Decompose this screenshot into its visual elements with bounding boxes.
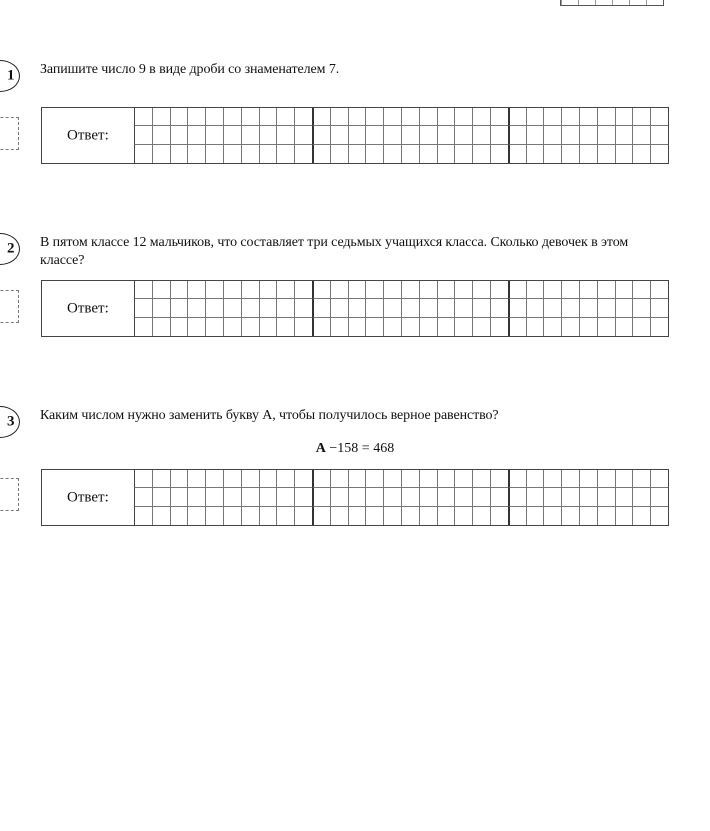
answer-cell[interactable] xyxy=(294,470,312,488)
answer-cell[interactable] xyxy=(472,488,490,506)
task-number-badge xyxy=(0,406,20,438)
answer-cell[interactable] xyxy=(312,281,330,299)
answer-cell[interactable] xyxy=(276,126,294,144)
answer-cell[interactable] xyxy=(134,470,152,488)
answer-cell[interactable] xyxy=(597,470,615,488)
answer-cell[interactable] xyxy=(561,281,579,299)
answer-cell[interactable] xyxy=(490,145,508,163)
answer-cell[interactable] xyxy=(330,281,348,299)
answer-cell[interactable] xyxy=(508,281,526,299)
answer-cell[interactable] xyxy=(561,470,579,488)
answer-cell[interactable] xyxy=(259,126,277,144)
answer-cell[interactable] xyxy=(330,507,348,525)
answer-cell[interactable] xyxy=(187,488,205,506)
answer-cell[interactable] xyxy=(454,145,472,163)
answer-label: Ответ: xyxy=(67,300,109,316)
answer-cell[interactable] xyxy=(205,299,223,317)
answer-cell[interactable] xyxy=(526,108,544,126)
answer-cell[interactable] xyxy=(134,145,152,163)
answer-cell[interactable] xyxy=(294,488,312,506)
answer-cell[interactable] xyxy=(312,488,330,506)
answer-cell[interactable] xyxy=(401,281,419,299)
task-number: 2 xyxy=(7,240,15,257)
answer-cell[interactable] xyxy=(454,470,472,488)
answer-cell[interactable] xyxy=(490,108,508,126)
answer-cell[interactable] xyxy=(419,145,437,163)
answer-cell[interactable] xyxy=(259,145,277,163)
answer-cell[interactable] xyxy=(437,108,455,126)
answer-cell[interactable] xyxy=(170,488,188,506)
answer-cell[interactable] xyxy=(543,145,561,163)
answer-cell[interactable] xyxy=(152,470,170,488)
answer-cell[interactable] xyxy=(597,318,615,336)
answer-cell[interactable] xyxy=(294,281,312,299)
answer-cell[interactable] xyxy=(205,470,223,488)
answer-cell[interactable] xyxy=(365,488,383,506)
answer-cell[interactable] xyxy=(312,126,330,144)
answer-cell[interactable] xyxy=(365,507,383,525)
answer-cell[interactable] xyxy=(543,470,561,488)
answer-cell[interactable] xyxy=(401,470,419,488)
answer-cell[interactable] xyxy=(561,299,579,317)
answer-cell[interactable] xyxy=(187,470,205,488)
answer-cell[interactable] xyxy=(526,145,544,163)
answer-cell[interactable] xyxy=(170,470,188,488)
answer-cell[interactable] xyxy=(170,108,188,126)
answer-cell[interactable] xyxy=(348,318,366,336)
answer-cell[interactable] xyxy=(419,318,437,336)
answer-cell[interactable] xyxy=(454,507,472,525)
answer-cell[interactable] xyxy=(561,318,579,336)
answer-cell[interactable] xyxy=(330,108,348,126)
answer-cell[interactable] xyxy=(615,145,633,163)
answer-cell[interactable] xyxy=(401,488,419,506)
answer-cell[interactable] xyxy=(170,318,188,336)
answer-cell[interactable] xyxy=(650,108,668,126)
answer-cell[interactable] xyxy=(472,126,490,144)
answer-cell[interactable] xyxy=(650,145,668,163)
answer-label: Ответ: xyxy=(67,489,109,505)
answer-cell[interactable] xyxy=(205,507,223,525)
answer-cell[interactable] xyxy=(561,145,579,163)
answer-cell[interactable] xyxy=(152,145,170,163)
equation-variable: А xyxy=(315,441,326,456)
answer-cell[interactable] xyxy=(205,145,223,163)
answer-cell[interactable] xyxy=(223,126,241,144)
answer-cell[interactable] xyxy=(615,507,633,525)
answer-cell[interactable] xyxy=(543,108,561,126)
answer-cell[interactable] xyxy=(579,507,597,525)
answer-cell[interactable] xyxy=(526,126,544,144)
answer-cell[interactable] xyxy=(650,318,668,336)
answer-cell[interactable] xyxy=(223,470,241,488)
equation xyxy=(0,441,710,457)
answer-cell[interactable] xyxy=(365,126,383,144)
answer-cell[interactable] xyxy=(597,108,615,126)
answer-cell[interactable] xyxy=(348,488,366,506)
answer-cell[interactable] xyxy=(579,318,597,336)
answer-cell[interactable] xyxy=(543,488,561,506)
answer-cell[interactable] xyxy=(472,108,490,126)
answer-cell[interactable] xyxy=(597,126,615,144)
answer-cell[interactable] xyxy=(187,145,205,163)
answer-cell[interactable] xyxy=(187,108,205,126)
answer-label: Ответ: xyxy=(67,127,109,143)
answer-cell[interactable] xyxy=(383,318,401,336)
answer-cell[interactable] xyxy=(312,108,330,126)
answer-cell[interactable] xyxy=(419,126,437,144)
answer-cell[interactable] xyxy=(205,108,223,126)
answer-cell[interactable] xyxy=(615,470,633,488)
answer-cell[interactable] xyxy=(401,108,419,126)
answer-cell[interactable] xyxy=(152,281,170,299)
answer-cell[interactable] xyxy=(597,488,615,506)
answer-cell[interactable] xyxy=(579,470,597,488)
answer-cell[interactable] xyxy=(348,281,366,299)
answer-cell[interactable] xyxy=(454,126,472,144)
answer-cell[interactable] xyxy=(490,299,508,317)
answer-cell[interactable] xyxy=(259,281,277,299)
answer-cell[interactable] xyxy=(241,318,259,336)
answer-cell[interactable] xyxy=(419,108,437,126)
answer-cell[interactable] xyxy=(650,281,668,299)
answer-cell[interactable] xyxy=(419,470,437,488)
answer-cell[interactable] xyxy=(152,299,170,317)
answer-cell[interactable] xyxy=(454,299,472,317)
question-text: Каким числом нужно заменить букву А, чтобы получилось верное равенство? xyxy=(40,408,499,423)
answer-cell[interactable] xyxy=(348,299,366,317)
answer-cell[interactable] xyxy=(615,318,633,336)
answer-cell[interactable] xyxy=(383,108,401,126)
answer-cell[interactable] xyxy=(437,318,455,336)
answer-cell[interactable] xyxy=(312,299,330,317)
answer-cell[interactable] xyxy=(383,507,401,525)
answer-cell[interactable] xyxy=(383,470,401,488)
answer-cell[interactable] xyxy=(312,318,330,336)
answer-cell[interactable] xyxy=(508,299,526,317)
answer-cell[interactable] xyxy=(276,507,294,525)
answer-cell[interactable] xyxy=(259,299,277,317)
answer-cell[interactable] xyxy=(152,507,170,525)
answer-cell[interactable] xyxy=(597,281,615,299)
answer-cell[interactable] xyxy=(223,108,241,126)
answer-cell[interactable] xyxy=(187,126,205,144)
answer-cell[interactable] xyxy=(472,318,490,336)
answer-cell[interactable] xyxy=(187,299,205,317)
answer-cell[interactable] xyxy=(330,299,348,317)
answer-cell[interactable] xyxy=(134,507,152,525)
answer-cell[interactable] xyxy=(152,318,170,336)
answer-cell[interactable] xyxy=(615,281,633,299)
answer-cell[interactable] xyxy=(205,281,223,299)
answer-cell[interactable] xyxy=(241,281,259,299)
answer-cell[interactable] xyxy=(223,145,241,163)
answer-cell[interactable] xyxy=(241,299,259,317)
answer-cell[interactable] xyxy=(437,507,455,525)
answer-cell[interactable] xyxy=(419,507,437,525)
answer-cell[interactable] xyxy=(615,488,633,506)
answer-cell[interactable] xyxy=(561,108,579,126)
answer-cell[interactable] xyxy=(241,126,259,144)
answer-cell[interactable] xyxy=(490,126,508,144)
answer-cell[interactable] xyxy=(383,299,401,317)
answer-cell[interactable] xyxy=(312,507,330,525)
answer-cell[interactable] xyxy=(454,281,472,299)
answer-cell[interactable] xyxy=(490,507,508,525)
answer-cell[interactable] xyxy=(508,488,526,506)
answer-cell[interactable] xyxy=(579,299,597,317)
answer-cell[interactable] xyxy=(205,488,223,506)
answer-cell[interactable] xyxy=(170,507,188,525)
answer-cell[interactable] xyxy=(615,108,633,126)
answer-box xyxy=(41,107,669,164)
answer-cell[interactable] xyxy=(170,126,188,144)
answer-cell[interactable] xyxy=(401,318,419,336)
answer-cell[interactable] xyxy=(365,318,383,336)
answer-cell[interactable] xyxy=(187,507,205,525)
task-number: 1 xyxy=(7,67,15,84)
answer-cell[interactable] xyxy=(419,299,437,317)
answer-cell[interactable] xyxy=(134,126,152,144)
answer-cell[interactable] xyxy=(597,145,615,163)
answer-cell[interactable] xyxy=(472,470,490,488)
answer-cell[interactable] xyxy=(134,299,152,317)
answer-cell[interactable] xyxy=(650,488,668,506)
answer-cell[interactable] xyxy=(259,488,277,506)
answer-cell[interactable] xyxy=(632,470,650,488)
answer-cell[interactable] xyxy=(365,281,383,299)
answer-cell[interactable] xyxy=(437,299,455,317)
answer-cell[interactable] xyxy=(472,507,490,525)
answer-cell[interactable] xyxy=(223,299,241,317)
answer-cell[interactable] xyxy=(276,281,294,299)
answer-cell[interactable] xyxy=(259,318,277,336)
answer-cell[interactable] xyxy=(401,126,419,144)
answer-cell[interactable] xyxy=(330,318,348,336)
answer-cell[interactable] xyxy=(561,126,579,144)
answer-cell[interactable] xyxy=(579,488,597,506)
answer-cell[interactable] xyxy=(223,318,241,336)
answer-cell[interactable] xyxy=(312,470,330,488)
answer-cell[interactable] xyxy=(170,299,188,317)
score-box[interactable] xyxy=(0,290,19,323)
answer-cell[interactable] xyxy=(241,145,259,163)
answer-cell[interactable] xyxy=(205,318,223,336)
answer-cell[interactable] xyxy=(276,488,294,506)
answer-cell[interactable] xyxy=(543,281,561,299)
answer-cell[interactable] xyxy=(241,507,259,525)
answer-cell[interactable] xyxy=(508,507,526,525)
answer-cell[interactable] xyxy=(597,507,615,525)
answer-cell[interactable] xyxy=(152,108,170,126)
answer-cell[interactable] xyxy=(365,299,383,317)
answer-cell[interactable] xyxy=(526,281,544,299)
answer-cell[interactable] xyxy=(650,507,668,525)
answer-cell[interactable] xyxy=(650,126,668,144)
answer-cell[interactable] xyxy=(401,507,419,525)
answer-cell[interactable] xyxy=(365,470,383,488)
answer-cell[interactable] xyxy=(276,470,294,488)
answer-cell[interactable] xyxy=(348,108,366,126)
answer-cell[interactable] xyxy=(632,318,650,336)
answer-cell[interactable] xyxy=(632,299,650,317)
score-box[interactable] xyxy=(0,117,19,150)
answer-grid[interactable] xyxy=(134,281,668,336)
answer-cell[interactable] xyxy=(561,507,579,525)
answer-cell[interactable] xyxy=(437,145,455,163)
answer-cell[interactable] xyxy=(454,108,472,126)
answer-cell[interactable] xyxy=(543,318,561,336)
answer-cell[interactable] xyxy=(276,299,294,317)
equation-rest: −158 = 468 xyxy=(325,441,395,456)
answer-cell[interactable] xyxy=(241,108,259,126)
answer-cell[interactable] xyxy=(508,108,526,126)
answer-cell[interactable] xyxy=(508,126,526,144)
answer-cell[interactable] xyxy=(134,318,152,336)
answer-cell[interactable] xyxy=(650,470,668,488)
answer-cell[interactable] xyxy=(294,145,312,163)
answer-cell[interactable] xyxy=(348,470,366,488)
answer-cell[interactable] xyxy=(454,318,472,336)
answer-cell[interactable] xyxy=(490,488,508,506)
answer-cell[interactable] xyxy=(134,281,152,299)
answer-cell[interactable] xyxy=(276,108,294,126)
answer-cell[interactable] xyxy=(615,299,633,317)
answer-cell[interactable] xyxy=(526,299,544,317)
answer-grid[interactable] xyxy=(134,470,668,525)
score-box[interactable] xyxy=(0,478,19,511)
answer-cell[interactable] xyxy=(330,126,348,144)
answer-cell[interactable] xyxy=(223,488,241,506)
answer-cell[interactable] xyxy=(223,281,241,299)
answer-cell[interactable] xyxy=(419,281,437,299)
answer-cell[interactable] xyxy=(597,299,615,317)
answer-box xyxy=(41,469,669,526)
answer-cell[interactable] xyxy=(276,145,294,163)
answer-cell[interactable] xyxy=(259,507,277,525)
answer-cell[interactable] xyxy=(579,145,597,163)
answer-cell[interactable] xyxy=(294,507,312,525)
answer-cell[interactable] xyxy=(383,145,401,163)
answer-cell[interactable] xyxy=(365,145,383,163)
answer-cell[interactable] xyxy=(294,126,312,144)
task-number-badge xyxy=(0,233,20,265)
answer-cell[interactable] xyxy=(205,126,223,144)
answer-cell[interactable] xyxy=(526,470,544,488)
answer-cell[interactable] xyxy=(526,318,544,336)
answer-cell[interactable] xyxy=(650,299,668,317)
answer-cell[interactable] xyxy=(330,145,348,163)
answer-cell[interactable] xyxy=(472,145,490,163)
task-number-badge xyxy=(0,60,20,92)
answer-cell[interactable] xyxy=(294,108,312,126)
answer-cell[interactable] xyxy=(632,108,650,126)
answer-cell[interactable] xyxy=(508,145,526,163)
answer-cell[interactable] xyxy=(241,488,259,506)
answer-cell[interactable] xyxy=(490,318,508,336)
answer-cell[interactable] xyxy=(152,488,170,506)
answer-cell[interactable] xyxy=(437,470,455,488)
answer-cell[interactable] xyxy=(561,488,579,506)
answer-cell[interactable] xyxy=(543,299,561,317)
answer-cell[interactable] xyxy=(348,126,366,144)
header-answer-grid xyxy=(560,0,664,6)
answer-cell[interactable] xyxy=(543,126,561,144)
answer-box xyxy=(41,280,669,337)
answer-cell[interactable] xyxy=(294,318,312,336)
answer-cell[interactable] xyxy=(134,108,152,126)
answer-cell[interactable] xyxy=(187,318,205,336)
answer-cell[interactable] xyxy=(472,281,490,299)
answer-cell[interactable] xyxy=(632,126,650,144)
answer-cell[interactable] xyxy=(579,108,597,126)
answer-cell[interactable] xyxy=(241,470,259,488)
question-text: В пятом классе 12 мальчиков, что составляет три седьмых учащихся класса. Сколько девочек в этом классе? xyxy=(40,235,629,268)
answer-cell[interactable] xyxy=(187,281,205,299)
answer-cell[interactable] xyxy=(508,318,526,336)
answer-cell[interactable] xyxy=(632,507,650,525)
answer-cell[interactable] xyxy=(276,318,294,336)
answer-cell[interactable] xyxy=(170,145,188,163)
answer-cell[interactable] xyxy=(490,281,508,299)
answer-cell[interactable] xyxy=(294,299,312,317)
answer-cell[interactable] xyxy=(632,281,650,299)
answer-cell[interactable] xyxy=(632,145,650,163)
answer-cell[interactable] xyxy=(419,488,437,506)
answer-cell[interactable] xyxy=(454,488,472,506)
answer-cell[interactable] xyxy=(437,126,455,144)
answer-cell[interactable] xyxy=(134,488,152,506)
answer-cell[interactable] xyxy=(259,470,277,488)
answer-cell[interactable] xyxy=(490,470,508,488)
answer-cell[interactable] xyxy=(348,507,366,525)
answer-cell[interactable] xyxy=(383,281,401,299)
answer-cell[interactable] xyxy=(365,108,383,126)
answer-cell[interactable] xyxy=(437,488,455,506)
answer-cell[interactable] xyxy=(223,507,241,525)
task-number: 3 xyxy=(7,413,15,430)
answer-cell[interactable] xyxy=(437,281,455,299)
answer-cell[interactable] xyxy=(170,281,188,299)
answer-cell[interactable] xyxy=(348,145,366,163)
answer-cell[interactable] xyxy=(526,507,544,525)
answer-cell[interactable] xyxy=(543,507,561,525)
answer-cell[interactable] xyxy=(152,126,170,144)
question-text: Запишите число 9 в виде дроби со знаменателем 7. xyxy=(40,62,340,77)
answer-cell[interactable] xyxy=(401,299,419,317)
answer-cell[interactable] xyxy=(579,126,597,144)
answer-cell[interactable] xyxy=(383,488,401,506)
answer-grid[interactable] xyxy=(134,108,668,163)
answer-cell[interactable] xyxy=(508,470,526,488)
answer-cell[interactable] xyxy=(472,299,490,317)
answer-cell[interactable] xyxy=(259,108,277,126)
answer-cell[interactable] xyxy=(632,488,650,506)
answer-cell[interactable] xyxy=(383,126,401,144)
answer-cell[interactable] xyxy=(526,488,544,506)
answer-cell[interactable] xyxy=(330,488,348,506)
answer-cell[interactable] xyxy=(615,126,633,144)
answer-cell[interactable] xyxy=(401,145,419,163)
answer-cell[interactable] xyxy=(330,470,348,488)
answer-cell[interactable] xyxy=(312,145,330,163)
answer-cell[interactable] xyxy=(579,281,597,299)
